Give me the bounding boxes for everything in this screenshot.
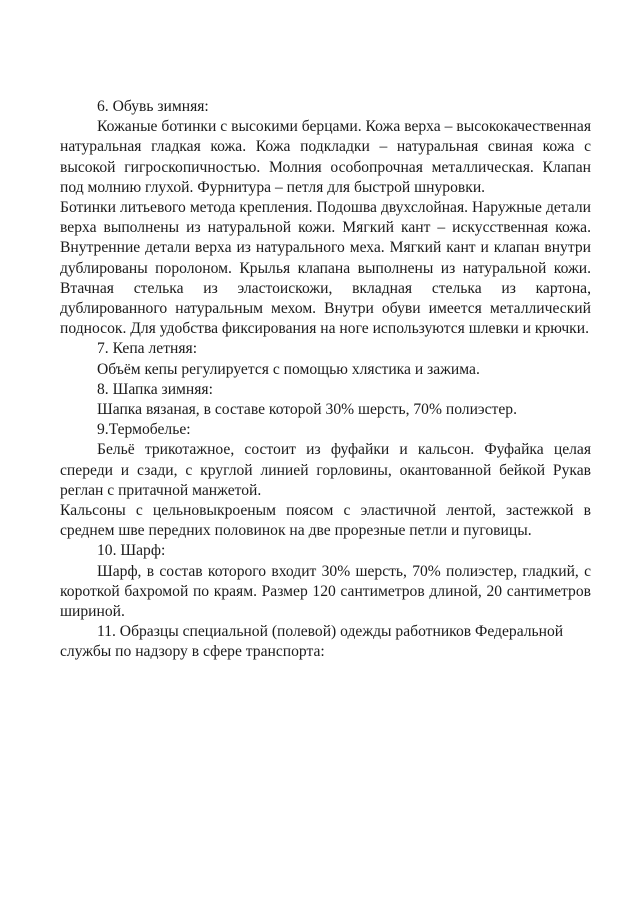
paragraph-cap-adjustment: Объём кепы регулируется с помощью хлястика и зажима. bbox=[97, 360, 480, 378]
section-heading-summer-cap: 7. Кепа летняя: bbox=[97, 340, 198, 358]
section-heading-scarf: 10. Шарф: bbox=[97, 542, 166, 560]
section-heading-winter-hat: 8. Шапка зимняя: bbox=[97, 380, 213, 398]
section-heading-winter-footwear: 6. Обувь зимняя: bbox=[97, 98, 209, 115]
section-heading-field-uniform: 11. Образцы специальной (полевой) одежды работников Федеральной службы по надзору в сфере транспорта: bbox=[60, 623, 564, 661]
section-heading-thermal-underwear: 9.Термобелье: bbox=[97, 421, 191, 439]
document-body bbox=[60, 97, 591, 663]
paragraph-knitted-hat: Шапка вязаная, в составе которой 30% шерсть, 70% полиэстер. bbox=[97, 401, 517, 419]
paragraph-thermal-pants: Кальсоны с цельновыкроеным поясом с эластичной лентой, застежкой в среднем шве передних половинок на две прорезные петли и пуговицы. bbox=[60, 502, 591, 540]
paragraph-leather-boots: Кожаные ботинки с высокими берцами. Кожа верха – высококачественная натуральная гладкая кожа. Кожа подкладки – натуральная свиная кожа с высокой гигроскопичностью. Молния особопрочная металлическая. Клапан под молнию глухой. Фурнитура – петля для быстрой шнуровки. bbox=[60, 118, 591, 196]
paragraph-scarf: Шарф, в состав которого входит 30% шерсть, 70% полиэстер, гладкий, с короткой бахромой по краям. Размер 120 сантиметров длиной, 20 сантиметров шириной. bbox=[60, 562, 591, 621]
paragraph-thermal-top: Бельё трикотажное, состоит из фуфайки и кальсон. Фуфайка целая спереди и сзади, с круглой линией горловины, окантованной бейкой Рукав реглан с притачной манжетой. bbox=[60, 441, 591, 499]
paragraph-boot-construction: Ботинки литьевого метода крепления. Подошва двухслойная. Наружные детали верха выполнены из натуральной кожи. Мягкий кант – искусственная кожа. Внутренние детали верха из натурального меха. Мягкий кант и клапан внутри дублированы поролоном. Крылья клапана выполнены из натуральной кожи. Втачная стелька из эластоискожи, вкладная стелька из картона, дублированного натуральным мехом. Внутри обуви имеется металлический подносок. Для удобства фиксирования на ноге используются шлевки и крючки. bbox=[60, 199, 591, 338]
